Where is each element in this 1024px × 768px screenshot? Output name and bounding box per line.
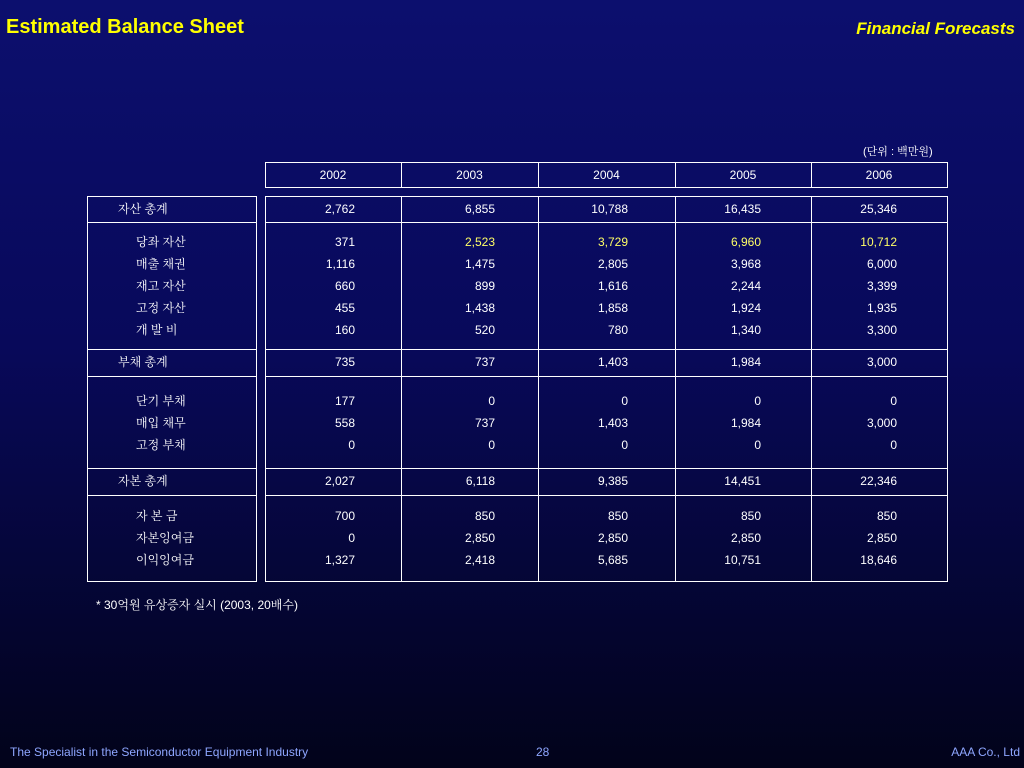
item-label: 고정 자산 xyxy=(136,301,186,315)
section-total-value: 14,451 xyxy=(724,474,761,488)
section-total-label: 부채 총계 xyxy=(118,355,168,369)
item-value: 2,805 xyxy=(597,257,628,271)
section-total-value: 3,000 xyxy=(866,355,897,369)
item-value: 455 xyxy=(334,301,355,315)
item-value: 1,984 xyxy=(730,416,761,430)
data-section-divider xyxy=(265,349,947,350)
item-value: 0 xyxy=(621,438,628,452)
year-header-divider xyxy=(538,162,539,188)
item-value: 899 xyxy=(474,279,495,293)
section-total-value: 737 xyxy=(474,355,495,369)
section-total-value: 6,118 xyxy=(465,474,495,488)
item-value: 0 xyxy=(348,438,355,452)
footer-company: AAA Co., Ltd xyxy=(951,745,1020,759)
data-row-divider xyxy=(265,495,947,496)
section-total-value: 1,403 xyxy=(597,355,628,369)
item-value: 0 xyxy=(890,438,897,452)
item-value: 660 xyxy=(334,279,355,293)
item-value: 1,438 xyxy=(464,301,495,315)
section-total-value: 16,435 xyxy=(724,202,761,216)
item-value: 850 xyxy=(876,509,897,523)
item-value: 1,340 xyxy=(730,323,761,337)
label-box-divider xyxy=(87,376,257,377)
item-value: 10,712 xyxy=(860,235,897,249)
item-label: 고정 부채 xyxy=(136,438,186,452)
item-label: 당좌 자산 xyxy=(136,235,186,249)
data-section-divider xyxy=(265,468,947,469)
label-box-divider xyxy=(87,222,257,223)
section-total-value: 22,346 xyxy=(860,474,897,488)
year-header-divider xyxy=(811,162,812,188)
item-value: 1,403 xyxy=(597,416,628,430)
item-value: 1,924 xyxy=(730,301,761,315)
item-value: 3,399 xyxy=(866,279,897,293)
item-value: 2,850 xyxy=(730,531,761,545)
slide-subtitle: Financial Forecasts xyxy=(856,19,1015,38)
item-value: 177 xyxy=(334,394,355,408)
item-label: 단기 부채 xyxy=(136,394,186,408)
item-value: 0 xyxy=(754,438,761,452)
item-value: 1,327 xyxy=(324,553,355,567)
item-value: 0 xyxy=(890,394,897,408)
section-total-value: 10,788 xyxy=(591,202,628,216)
section-total-value: 2,762 xyxy=(324,202,355,216)
item-value: 850 xyxy=(740,509,761,523)
data-row-divider xyxy=(265,222,947,223)
footer-tagline: The Specialist in the Semiconductor Equipment Industry xyxy=(10,745,309,759)
item-value: 10,751 xyxy=(724,553,761,567)
item-value: 3,968 xyxy=(730,257,761,271)
item-value: 2,244 xyxy=(730,279,761,293)
year-header-2002: 2002 xyxy=(319,168,347,182)
label-box-divider xyxy=(87,495,257,496)
section-total-value: 6,855 xyxy=(464,202,495,216)
item-value: 5,685 xyxy=(597,553,628,567)
item-value: 3,300 xyxy=(866,323,897,337)
item-label: 개 발 비 xyxy=(136,323,178,337)
item-value: 1,616 xyxy=(597,279,628,293)
item-value: 3,729 xyxy=(597,235,628,249)
item-value: 780 xyxy=(607,323,628,337)
year-header-2006: 2006 xyxy=(865,168,893,182)
data-row-divider xyxy=(265,376,947,377)
item-value: 2,850 xyxy=(597,531,628,545)
item-value: 850 xyxy=(607,509,628,523)
data-box-divider xyxy=(675,196,676,581)
unit-note: (단위 : 백만원) xyxy=(863,146,933,158)
year-header-2005: 2005 xyxy=(729,168,757,182)
item-value: 371 xyxy=(334,235,355,249)
footnote: * 30억원 유상증자 실시 (2003, 20배수) xyxy=(96,598,298,612)
item-value: 0 xyxy=(754,394,761,408)
item-value: 2,850 xyxy=(464,531,495,545)
item-value: 0 xyxy=(488,394,495,408)
item-value: 0 xyxy=(348,531,355,545)
year-header-2004: 2004 xyxy=(593,168,620,182)
item-label: 이익잉여금 xyxy=(136,553,194,567)
item-value: 1,116 xyxy=(325,257,355,271)
section-total-value: 1,984 xyxy=(730,355,761,369)
item-value: 18,646 xyxy=(860,553,897,567)
year-header-divider xyxy=(401,162,402,188)
item-label: 매입 채무 xyxy=(136,416,186,430)
section-total-value: 9,385 xyxy=(597,474,628,488)
item-value: 0 xyxy=(621,394,628,408)
item-label: 재고 자산 xyxy=(136,279,186,293)
section-total-value: 735 xyxy=(334,355,355,369)
item-value: 558 xyxy=(334,416,355,430)
item-value: 1,858 xyxy=(597,301,628,315)
item-value: 0 xyxy=(488,438,495,452)
item-value: 160 xyxy=(334,323,355,337)
year-header-2003: 2003 xyxy=(456,168,483,182)
item-value: 3,000 xyxy=(866,416,897,430)
item-value: 2,850 xyxy=(866,531,897,545)
item-value: 2,418 xyxy=(464,553,495,567)
item-value: 1,475 xyxy=(464,257,495,271)
data-box-divider xyxy=(401,196,402,581)
item-value: 737 xyxy=(474,416,495,430)
item-value: 850 xyxy=(474,509,495,523)
data-box-divider xyxy=(538,196,539,581)
data-box xyxy=(265,196,948,582)
data-box-divider xyxy=(811,196,812,581)
slide-title: Estimated Balance Sheet xyxy=(6,16,244,38)
year-header-divider xyxy=(675,162,676,188)
section-total-value: 2,027 xyxy=(324,474,355,488)
item-value: 700 xyxy=(334,509,355,523)
page-number: 28 xyxy=(536,745,550,759)
item-value: 2,523 xyxy=(464,235,495,249)
item-label: 매출 채권 xyxy=(136,257,186,271)
item-value: 520 xyxy=(474,323,495,337)
item-label: 자본잉여금 xyxy=(136,531,194,545)
section-total-value: 25,346 xyxy=(860,202,897,216)
item-value: 1,935 xyxy=(866,301,897,315)
section-total-label: 자본 총계 xyxy=(118,474,168,488)
item-value: 6,960 xyxy=(730,235,761,249)
section-total-label: 자산 총계 xyxy=(118,202,168,216)
item-label: 자 본 금 xyxy=(136,509,178,523)
item-value: 6,000 xyxy=(866,257,897,271)
